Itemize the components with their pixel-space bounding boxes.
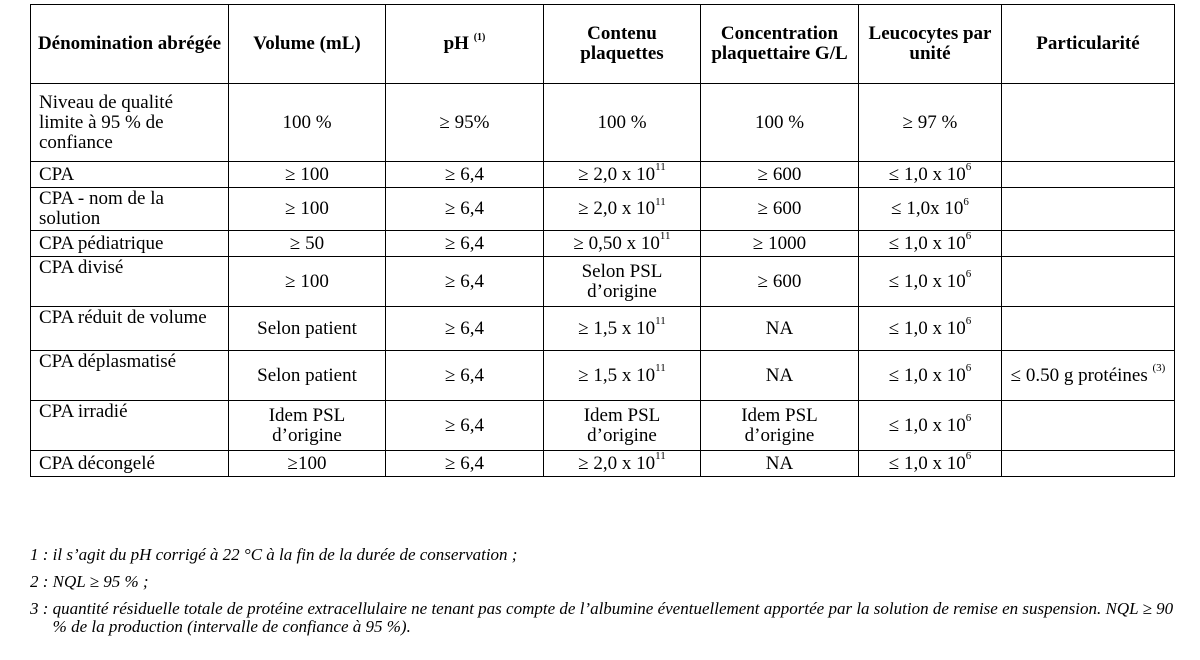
cell-volume (229, 351, 386, 401)
cell-leucocytes (859, 401, 1002, 451)
cell-volume (229, 401, 386, 451)
cell-concentration (701, 451, 859, 477)
cell-ph-text: ≥ 6,4 (445, 163, 484, 185)
table-row (31, 351, 1175, 401)
cell-concentration-text: NA (765, 317, 794, 339)
cell-leucocytes (859, 188, 1002, 231)
cell-denomination (31, 84, 229, 162)
cell-concentration (701, 162, 859, 188)
cell-leucocytes-exponent: 6 (963, 195, 969, 208)
cell-contenu-text: Idem PSL d’origine (583, 404, 661, 446)
table-row (31, 451, 1175, 477)
cell-volume-text: Selon patient (257, 317, 357, 339)
table-row (31, 188, 1175, 231)
cell-denomination (31, 351, 229, 401)
cell-contenu (544, 84, 701, 162)
table-header-row (31, 5, 1175, 84)
header-ph-label: pH (443, 33, 469, 54)
cell-concentration-text: Idem PSL d’origine (741, 404, 818, 446)
cell-denomination-text: CPA (39, 163, 75, 185)
cell-concentration-text: NA (765, 364, 794, 386)
cell-ph-text: ≥ 6,4 (445, 232, 484, 254)
cell-concentration-text: ≥ 1000 (752, 232, 807, 254)
cell-leucocytes (859, 351, 1002, 401)
cell-ph-text: ≥ 6,4 (445, 414, 484, 436)
cell-contenu-text: Selon PSL d’origine (581, 260, 663, 302)
footnote-item (30, 546, 1180, 564)
cell-contenu-text: ≥ 2,0 x 10 (578, 163, 656, 185)
cell-ph (386, 257, 544, 307)
header-particularite: Particularité (1002, 5, 1175, 84)
cell-denomination (31, 162, 229, 188)
cell-volume-text: ≥ 100 (285, 270, 329, 292)
cell-contenu-text: ≥ 1,5 x 10 (578, 317, 656, 339)
footnote-item (30, 600, 1180, 636)
cell-particularite (1002, 351, 1175, 401)
cell-leucocytes (859, 257, 1002, 307)
cell-concentration-text: ≥ 600 (757, 163, 802, 185)
cell-leucocytes-text: ≤ 1,0 x 10 (888, 317, 966, 339)
cell-particularite-exponent: (3) (1152, 362, 1166, 375)
footnote-text: NQL ≥ 95 % ; (52, 572, 149, 591)
cell-particularite (1002, 231, 1175, 257)
cell-denomination-text: CPA irradié (39, 401, 128, 422)
cell-volume-text: ≥ 100 (285, 198, 329, 219)
table-row (31, 231, 1175, 257)
footnote-number: 3 : (30, 599, 53, 618)
cell-leucocytes-text: ≥ 97 % (902, 111, 958, 133)
cell-volume (229, 307, 386, 351)
header-volume: Volume (mL) (229, 5, 386, 84)
footnote-item (30, 573, 1180, 591)
cell-denomination-text: CPA déplasmatisé (39, 351, 177, 372)
cell-particularite (1002, 84, 1175, 162)
cell-leucocytes-text: ≤ 1,0 x 10 (888, 163, 966, 185)
header-denomination: Dénomination abrégée (31, 5, 229, 84)
header-leucocytes: Leucocytes par unité (859, 5, 1002, 84)
footnotes (30, 546, 1180, 645)
cell-particularite-text: ≤ 0.50 g protéines (1010, 364, 1148, 386)
cell-ph (386, 84, 544, 162)
cell-leucocytes-exponent: 6 (965, 412, 972, 425)
cell-particularite (1002, 451, 1175, 477)
cell-leucocytes-exponent: 6 (965, 315, 972, 328)
cell-leucocytes (859, 84, 1002, 162)
table-row (31, 162, 1175, 188)
cell-ph-text: ≥ 6,4 (445, 270, 484, 292)
cell-contenu-text: ≥ 1,5 x 10 (578, 364, 656, 386)
cell-ph (386, 307, 544, 351)
footnote-number: 1 : (30, 545, 53, 564)
cell-ph-text: ≥ 95% (439, 111, 490, 133)
cell-contenu-exponent: 11 (659, 230, 671, 243)
table-body (31, 84, 1175, 477)
cell-volume-text: ≥100 (287, 452, 327, 474)
cell-concentration (701, 307, 859, 351)
cell-ph (386, 401, 544, 451)
cell-denomination-text: CPA réduit de volume (39, 307, 207, 328)
cell-ph (386, 231, 544, 257)
cell-contenu (544, 451, 701, 477)
cell-concentration (701, 188, 859, 231)
cell-leucocytes (859, 231, 1002, 257)
header-ph-note-marker: (1) (473, 31, 486, 43)
cell-denomination (31, 231, 229, 257)
cell-volume-text: Selon patient (257, 364, 357, 386)
cell-contenu-exponent: 11 (655, 195, 666, 208)
cell-leucocytes-exponent: 6 (965, 268, 972, 281)
cell-denomination (31, 401, 229, 451)
cell-contenu-exponent: 11 (655, 362, 666, 375)
cell-concentration (701, 401, 859, 451)
cell-leucocytes-exponent: 6 (965, 230, 972, 243)
cell-volume (229, 84, 386, 162)
cell-contenu-exponent: 11 (655, 161, 666, 174)
cell-contenu-exponent: 11 (655, 315, 666, 328)
footnote-text: il s’agit du pH corrigé à 22 °C à la fin de la durée de conservation ; (52, 545, 518, 564)
cell-contenu (544, 401, 701, 451)
table-row (31, 307, 1175, 351)
table-row (31, 84, 1175, 162)
cell-denomination-text: CPA divisé (39, 257, 124, 278)
cell-particularite (1002, 188, 1175, 231)
cell-contenu (544, 231, 701, 257)
cell-leucocytes-exponent: 6 (965, 161, 972, 174)
cell-particularite (1002, 401, 1175, 451)
cell-leucocytes-text: ≤ 1,0 x 10 (888, 232, 966, 254)
cell-denomination-text: CPA décongelé (39, 452, 155, 474)
cell-volume (229, 162, 386, 188)
table-row (31, 257, 1175, 307)
cell-concentration (701, 231, 859, 257)
cell-leucocytes (859, 307, 1002, 351)
cell-particularite (1002, 307, 1175, 351)
cell-leucocytes-text: ≤ 1,0 x 10 (888, 414, 966, 436)
cell-contenu (544, 307, 701, 351)
cell-volume-text: ≥ 100 (285, 163, 329, 185)
cell-ph-text: ≥ 6,4 (445, 364, 484, 386)
cell-contenu-text: 100 % (597, 111, 647, 133)
cell-volume (229, 231, 386, 257)
header-concentration: Concentration plaquettaire G/L (701, 5, 859, 84)
cell-ph (386, 451, 544, 477)
cell-leucocytes-text: ≤ 1,0x 10 (891, 198, 964, 219)
table-row (31, 401, 1175, 451)
specifications-table (30, 4, 1175, 477)
cell-denomination (31, 307, 229, 351)
cell-denomination-text: CPA pédiatrique (39, 232, 164, 254)
cell-leucocytes (859, 162, 1002, 188)
cell-denomination-text: CPA - nom de la solution (39, 188, 164, 229)
cell-concentration-text: ≥ 600 (757, 270, 802, 292)
cell-contenu-text: ≥ 2,0 x 10 (578, 198, 656, 219)
cell-concentration-text: 100 % (754, 111, 805, 133)
cell-contenu-exponent: 11 (655, 450, 666, 463)
cell-volume (229, 188, 386, 231)
cell-contenu (544, 188, 701, 231)
cell-leucocytes-text: ≤ 1,0 x 10 (888, 452, 966, 474)
header-contenu: Contenu plaquettes (544, 5, 701, 84)
cell-leucocytes (859, 451, 1002, 477)
cell-ph-text: ≥ 6,4 (445, 317, 484, 339)
cell-contenu-text: ≥ 2,0 x 10 (578, 452, 656, 474)
cell-particularite (1002, 257, 1175, 307)
cell-volume (229, 451, 386, 477)
cell-concentration (701, 351, 859, 401)
cell-ph-text: ≥ 6,4 (445, 452, 484, 474)
cell-volume (229, 257, 386, 307)
cell-particularite (1002, 162, 1175, 188)
cell-denomination (31, 451, 229, 477)
cell-contenu (544, 257, 701, 307)
footnote-text: quantité résiduelle totale de protéine extracellulaire ne tenant pas compte de l’albumine éventuellement apportée par la solution de remise en suspension. NQL ≥ 90 % de la production (intervalle de confiance à 95 %). (52, 599, 1174, 636)
cell-leucocytes-text: ≤ 1,0 x 10 (888, 270, 966, 292)
cell-leucocytes-text: ≤ 1,0 x 10 (888, 364, 966, 386)
cell-ph (386, 351, 544, 401)
cell-ph (386, 188, 544, 231)
cell-denomination (31, 257, 229, 307)
cell-concentration-text: ≥ 600 (757, 198, 802, 219)
cell-leucocytes-exponent: 6 (965, 450, 972, 463)
cell-denomination-text: Niveau de qualité limite à 95 % de confiance (39, 91, 174, 153)
cell-leucocytes-exponent: 6 (965, 362, 972, 375)
cell-denomination (31, 188, 229, 231)
cell-ph (386, 162, 544, 188)
cell-contenu (544, 351, 701, 401)
cell-volume-text: 100 % (282, 111, 332, 133)
cell-volume-text: ≥ 50 (289, 232, 325, 254)
cell-ph-text: ≥ 6,4 (445, 198, 484, 219)
cell-volume-text: Idem PSL d’origine (268, 404, 346, 446)
cell-contenu-text: ≥ 0,50 x 10 (573, 232, 660, 254)
cell-concentration-text: NA (765, 452, 794, 474)
cell-contenu (544, 162, 701, 188)
cell-concentration (701, 84, 859, 162)
header-ph (386, 5, 544, 84)
footnote-number: 2 : (30, 572, 53, 591)
cell-concentration (701, 257, 859, 307)
